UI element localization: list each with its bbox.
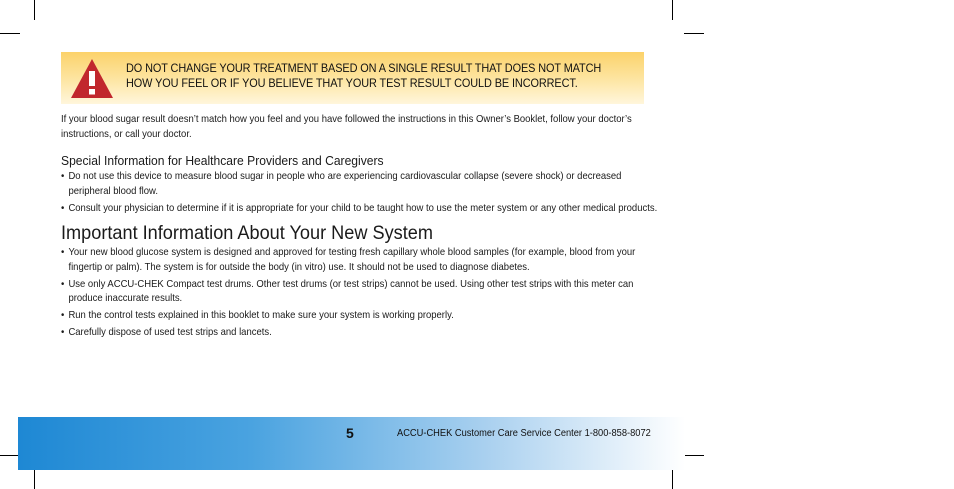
list-item: • Consult your physician to determine if it is appropriate for your child to be taught how to use the meter system or any other medical products. xyxy=(61,202,664,217)
important-info-heading: Important Information About Your New System xyxy=(61,222,433,244)
crop-mark xyxy=(0,33,20,34)
intro-paragraph: If your blood sugar result doesn’t match how you feel and you have followed the instructions in this Owner’s Booklet, follow your doctor’s instructions, or call your doctor. xyxy=(61,114,632,140)
list-item: • Carefully dispose of used test strips and lancets. xyxy=(61,326,664,341)
crop-mark xyxy=(672,469,673,489)
crop-mark xyxy=(34,0,35,20)
crop-mark xyxy=(0,455,20,456)
important-info-list xyxy=(61,246,651,341)
list-item: • Run the control tests explained in this booklet to make sure your system is working properly. xyxy=(61,309,664,324)
crop-mark xyxy=(684,33,704,34)
warning-text: DO NOT CHANGE YOUR TREATMENT BASED ON A SINGLE RESULT THAT DOES NOT MATCH HOW YOU FEEL OR IF YOU BELIEVE THAT YOUR TEST RESULT COULD BE INCORRECT. xyxy=(126,62,602,90)
list-item: • Your new blood glucose system is designed and approved for testing fresh capillary whole blood samples (for example, blood from your fingertip or palm). The system is for outside the body (in vitro) use. It should not be used to diagnose diabetes. xyxy=(61,246,664,275)
warning-banner xyxy=(61,52,644,104)
crop-mark xyxy=(672,0,673,20)
list-item: • Use only ACCU-CHEK Compact test drums. Other test drums (or test strips) cannot be used. Using other test strips with this meter can produce inaccurate results. xyxy=(61,278,664,307)
crop-mark xyxy=(684,455,704,456)
page-number: 5 xyxy=(346,425,354,441)
customer-care-text: ACCU-CHEK Customer Care Service Center 1-800-858-8072 xyxy=(397,428,651,439)
crop-mark xyxy=(34,469,35,489)
special-info-heading: Special Information for Healthcare Providers and Caregivers xyxy=(61,153,384,168)
main-content xyxy=(61,113,658,343)
list-item: • Do not use this device to measure blood sugar in people who are experiencing cardiovascular collapse (severe shock) or decreased peripheral blood flow. xyxy=(61,170,664,199)
warning-triangle-icon xyxy=(70,57,114,99)
special-info-list xyxy=(61,170,658,216)
